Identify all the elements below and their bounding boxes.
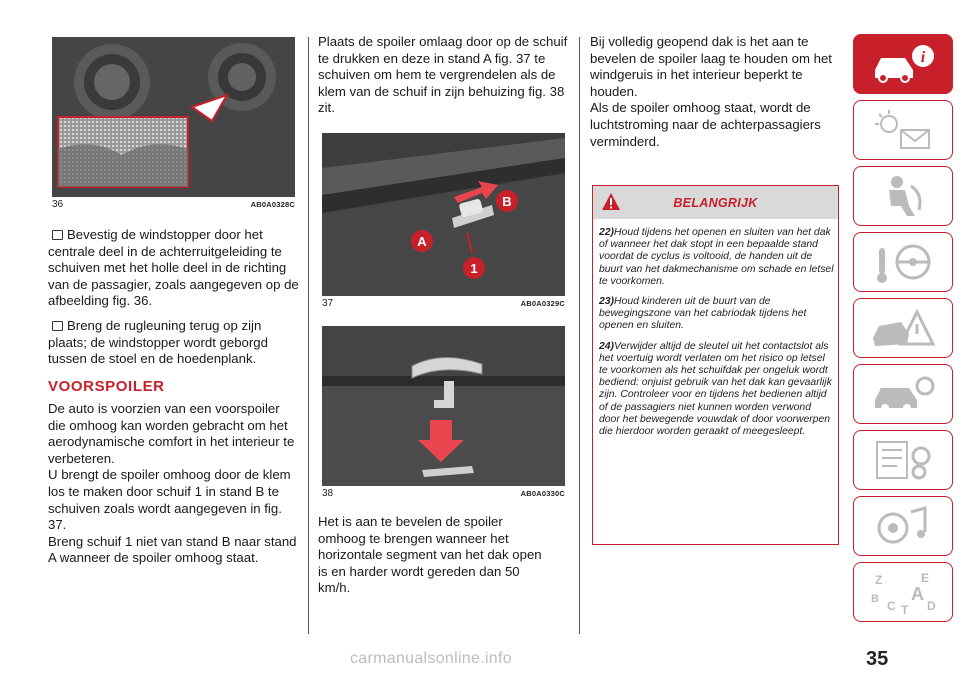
- tab-index[interactable]: [853, 562, 953, 622]
- figure-37-caption: [322, 298, 565, 309]
- checkbox-bullet-icon: [52, 230, 63, 240]
- figure-number: 37: [322, 298, 334, 309]
- warning-body: [593, 219, 838, 438]
- tab-safety[interactable]: [853, 166, 953, 226]
- index-icon: [867, 568, 939, 616]
- watermark: carmanualsonline.info: [350, 650, 512, 667]
- tab-multimedia[interactable]: [853, 496, 953, 556]
- warning-item-text: Verwijder altijd de sleutel uit het contactslot als het voertuig wordt verlaten om het risico op letsel te voorkomen als het schuifdak per ongeluk wordt bediend: onjuist gebruik van het dak kan gevaarlijk zijn. Controleer voor en tijdens het bedienen altijd of de passagiers niet kunnen worden verwond door het bewegende vouwdak of door voorwerpen die hierdoor worden geraakt of meegesleept.: [599, 340, 832, 438]
- warning-item-23: [599, 296, 834, 333]
- index-letter-z: Z: [875, 573, 883, 587]
- warning-item-number: 22): [599, 227, 615, 238]
- warning-triangle-icon: [601, 192, 621, 212]
- index-letter-b: B: [871, 593, 879, 605]
- tab-technical-data[interactable]: [853, 430, 953, 490]
- bullet-text-2: Breng de rugleuning terug op zijn plaats; de windstopper wordt geborgd tussen de stoel en de hoedenplank.: [48, 318, 268, 367]
- tab-driving[interactable]: [853, 232, 953, 292]
- figure-36-caption: [52, 199, 295, 210]
- figure-code: AB0A0329C: [520, 299, 565, 308]
- figure-38: [322, 326, 565, 486]
- windstopper-illustration: [52, 37, 295, 197]
- warning-item-22: [599, 227, 834, 288]
- bullet-text-1: Bevestig de windstopper door het centrale deel in de achterruitgeleiding te schuiven met het holle deel in de richting van de passagier, zoals aangegeven op de afbeelding fig. 36.: [48, 227, 299, 309]
- col2-bottom-paragraph: Het is aan te bevelen de spoiler omhoog te brengen wanneer het horizontale segment van het dak open is en harder wordt gereden dan 50 km/h.: [318, 514, 542, 596]
- index-letter-t: T: [901, 603, 909, 616]
- label-1: 1: [470, 261, 478, 276]
- label-b: B: [502, 194, 512, 209]
- figure-38-caption: [322, 488, 565, 499]
- index-letter-e: E: [921, 571, 930, 585]
- warning-item-text: Houd tijdens het openen en sluiten van het dak of wanneer het dak stopt in een bepaalde stand voordat de cyclus is voltooid, de handen uit de buurt van het dakmechanisme om schade en letsel te voorkomen.: [599, 227, 834, 287]
- warning-item-24: [599, 341, 834, 439]
- tab-car-info[interactable]: [853, 34, 953, 94]
- body-paragraph: De auto is voorzien van een voorspoiler die omhoog kan worden gebracht om het aerodynamische comfort in het interieur te verbeteren. U brengt de spoiler omhoog door de klem los te maken door schuif 1 in stand B te schuiven zoals wordt aangegeven in fig. 37. Breng schuif 1 niet van stand B naar stand A wanneer de spoiler omhoog staat.: [48, 401, 297, 566]
- warning-item-text: Houd kinderen uit de buurt van de bewegingszone van het cabriodak tijdens het openen en sluiten.: [599, 296, 807, 332]
- bullet-paragraph-2: [48, 318, 300, 368]
- column-divider-2: [579, 37, 580, 634]
- figure-number: 36: [52, 199, 64, 210]
- safety-icon: [867, 172, 939, 220]
- col2-top-paragraph: Plaats de spoiler omlaag door op de schuif te drukken en deze in stand A fig. 37 te schuiven om hem te vergrendelen als de klem van de schuif in zijn behuizing fig. 38 zit.: [318, 34, 568, 116]
- warning-box: [592, 185, 839, 545]
- warning-title: BELANGRIJK: [673, 195, 758, 210]
- index-letter-d: D: [927, 599, 936, 613]
- svg-text:i: i: [920, 49, 926, 66]
- index-letter-c: C: [887, 599, 896, 613]
- technical-data-icon: [867, 436, 939, 484]
- driving-icon: [867, 238, 939, 286]
- checkbox-bullet-icon: [52, 321, 63, 331]
- spoiler-slider-illustration: [322, 133, 565, 296]
- car-info-icon: [867, 40, 939, 88]
- figure-37: [322, 133, 565, 296]
- warning-item-number: 24): [599, 340, 615, 352]
- warning-header: [593, 186, 838, 219]
- spoiler-lock-illustration: [322, 326, 565, 486]
- warning-item-number: 23): [599, 296, 615, 308]
- index-letter-a: A: [911, 584, 924, 604]
- tab-emergency[interactable]: [853, 298, 953, 358]
- multimedia-icon: [867, 502, 939, 550]
- tab-warning-lights[interactable]: [853, 100, 953, 160]
- figure-36: [52, 37, 295, 197]
- column-divider-1: [308, 37, 309, 634]
- warning-lights-icon: [867, 106, 939, 154]
- col3-top-paragraph: Bij volledig geopend dak is het aan te bevelen de spoiler laag te houden om het windgeruis in het interieur beperkt te houden. Als de spoiler omhoog staat, wordt de luchtstroming naar de achterpassagiers verminderd.: [590, 34, 832, 149]
- section-heading: VOORSPOILER: [48, 378, 165, 395]
- label-a: A: [417, 234, 427, 249]
- page-number: 35: [866, 648, 889, 670]
- maintenance-icon: [867, 370, 939, 418]
- figure-code: AB0A0330C: [520, 489, 565, 498]
- emergency-icon: [867, 304, 939, 352]
- tab-maintenance[interactable]: [853, 364, 953, 424]
- figure-number: 38: [322, 488, 334, 499]
- figure-code: AB0A0328C: [250, 200, 295, 209]
- bullet-paragraph-1: [48, 227, 300, 310]
